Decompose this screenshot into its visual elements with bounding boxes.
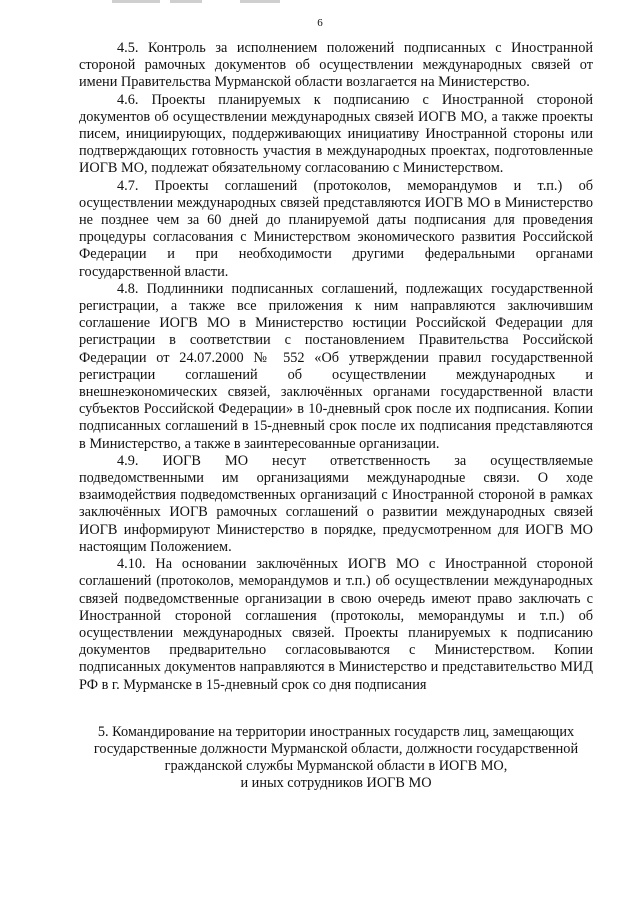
document-body: [79, 40, 593, 793]
paragraph-4-5: 4.5. Контроль за исполнением положений подписанных с Иностранной стороной рамочных документов об осуществлении международных связей от имени Правительства Мурманской области возлагается на Министерство.: [79, 40, 593, 91]
paragraph-4-8: 4.8. Подлинники подписанных соглашений, подлежащих государственной регистрации, а также все приложения к ним направляются заключившим соглашение ИОГВ МО в Министерство юстиции Российской Федерации для регистрации в соответствии с постановлением Правительства Российской Федерации от 24.07.2000 № 552 «Об утверждении правил государственной регистрации соглашений об осуществлении международных и внешнеэкономических связей, заключённых органами государственной власти субъектов Российской Федерации» в 10-дневный срок после их подписания. Копии подписанных соглашений в 15-дневный срок после их подписания представляются в Министерство, а также в заинтересованные организации.: [79, 280, 593, 452]
paragraph-4-10: 4.10. На основании заключённых ИОГВ МО с Иностранной стороной соглашений (протоколов, меморандумов и т.п.) об осуществлении международных связей подведомственные организации в свою очередь имеют право заключать с Иностранной стороной соглашения (протоколы, меморандумы и т.п.) об осуществлении международных связей. Проекты планируемых к подписанию документов предварительно согласовываются с Министерством. Копии подписанных документов направляются в Министерство и представительство МИД РФ в г. Мурманске в 15-дневный срок со дня подписания: [79, 556, 593, 693]
section-5-title-line: 5. Командирование на территории иностранных государств лиц, замещающих: [97, 723, 575, 740]
section-5-title-line: государственные должности Мурманской области, должности государственной: [93, 740, 579, 757]
section-5-title: [75, 724, 597, 793]
section-5-title-line: и иных сотрудников ИОГВ МО: [240, 775, 432, 792]
paragraph-4-6: 4.6. Проекты планируемых к подписанию с Иностранной стороной документов об осуществлении международных связей ИОГВ МО, а также проекты писем, инициирующих, поддерживающих инициативу Иностранной стороны или подтверждающих готовность участия в международных проектах, подготовленные ИОГВ МО, подлежат обязательному согласованию с Министерством.: [79, 91, 593, 177]
paragraph-4-7: 4.7. Проекты соглашений (протоколов, меморандумов и т.п.) об осуществлении международных связей представляются ИОГВ МО в Министерство не позднее чем за 60 дней до планируемой даты подписания для проведения процедуры согласования с Министерством экономического развития Российской Федерации и при необходимости другими федеральными органами государственной власти.: [79, 177, 593, 280]
page-number: 6: [317, 17, 323, 29]
scan-edge-marks: [112, 0, 332, 5]
paragraph-4-9: 4.9. ИОГВ МО несут ответственность за осуществляемые подведомственными им организациями международные связи. О ходе взаимодействия подведомственных организаций с Иностранной стороной в рамках заключённых ИОГВ рамочных соглашений о развитии международных связей ИОГВ информируют Министерство в порядке, предусмотренном для ИОГВ МО настоящим Положением.: [79, 452, 593, 555]
section-5-title-line: гражданской службы Мурманской области в ИОГВ МО,: [164, 758, 508, 775]
